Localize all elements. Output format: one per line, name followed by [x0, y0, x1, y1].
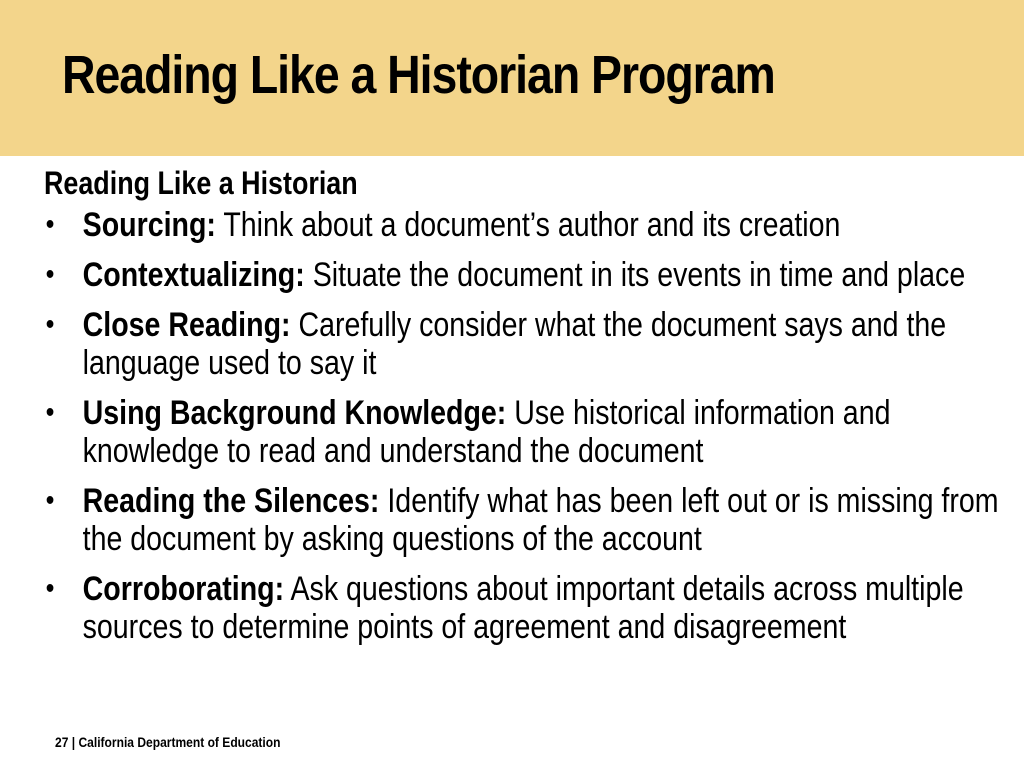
bullet-text: Carefully consider what the document says and the language used to say it: [82, 306, 947, 382]
footer: [55, 734, 280, 750]
footer-organization: California Department of Education: [78, 734, 281, 750]
bullet-icon: •: [45, 484, 55, 517]
bullet-icon: •: [45, 258, 55, 291]
bullet-term: Corroborating:: [82, 570, 285, 608]
bullet-icon: •: [45, 308, 55, 341]
title-band: [0, 0, 1024, 156]
list-item: [44, 570, 1002, 646]
bullet-icon: •: [45, 396, 55, 429]
bullet-text: Think about a document’s author and its creation: [223, 206, 841, 244]
page-number: 27: [55, 734, 69, 750]
bullet-icon: •: [45, 572, 55, 605]
bullet-text: Situate the document in its events in time and place: [312, 256, 966, 294]
bullet-text: Ask questions about important details across multiple sources to determine points of agreement and disagreement: [82, 570, 964, 646]
bullet-term: Using Background Knowledge:: [82, 394, 507, 432]
list-item: [44, 256, 1002, 294]
bullet-icon: •: [45, 208, 55, 241]
bullet-term: Reading the Silences:: [82, 482, 380, 520]
list-item: [44, 394, 1002, 470]
list-item: [44, 306, 1002, 382]
slide-content: [44, 164, 1002, 658]
bullet-list: [44, 206, 1002, 646]
bullet-term: Close Reading:: [82, 306, 291, 344]
section-heading: Reading Like a Historian: [44, 165, 358, 201]
bullet-term: Sourcing:: [82, 206, 216, 244]
bullet-term: Contextualizing:: [82, 256, 305, 294]
list-item: [44, 482, 1002, 558]
page-title: Reading Like a Historian Program: [62, 45, 775, 105]
bullet-text: Use historical information and knowledge to read and understand the document: [82, 394, 891, 470]
bullet-text: Identify what has been left out or is missing from the document by asking questions of the account: [82, 482, 999, 558]
list-item: [44, 206, 1002, 244]
footer-separator: |: [71, 734, 76, 750]
